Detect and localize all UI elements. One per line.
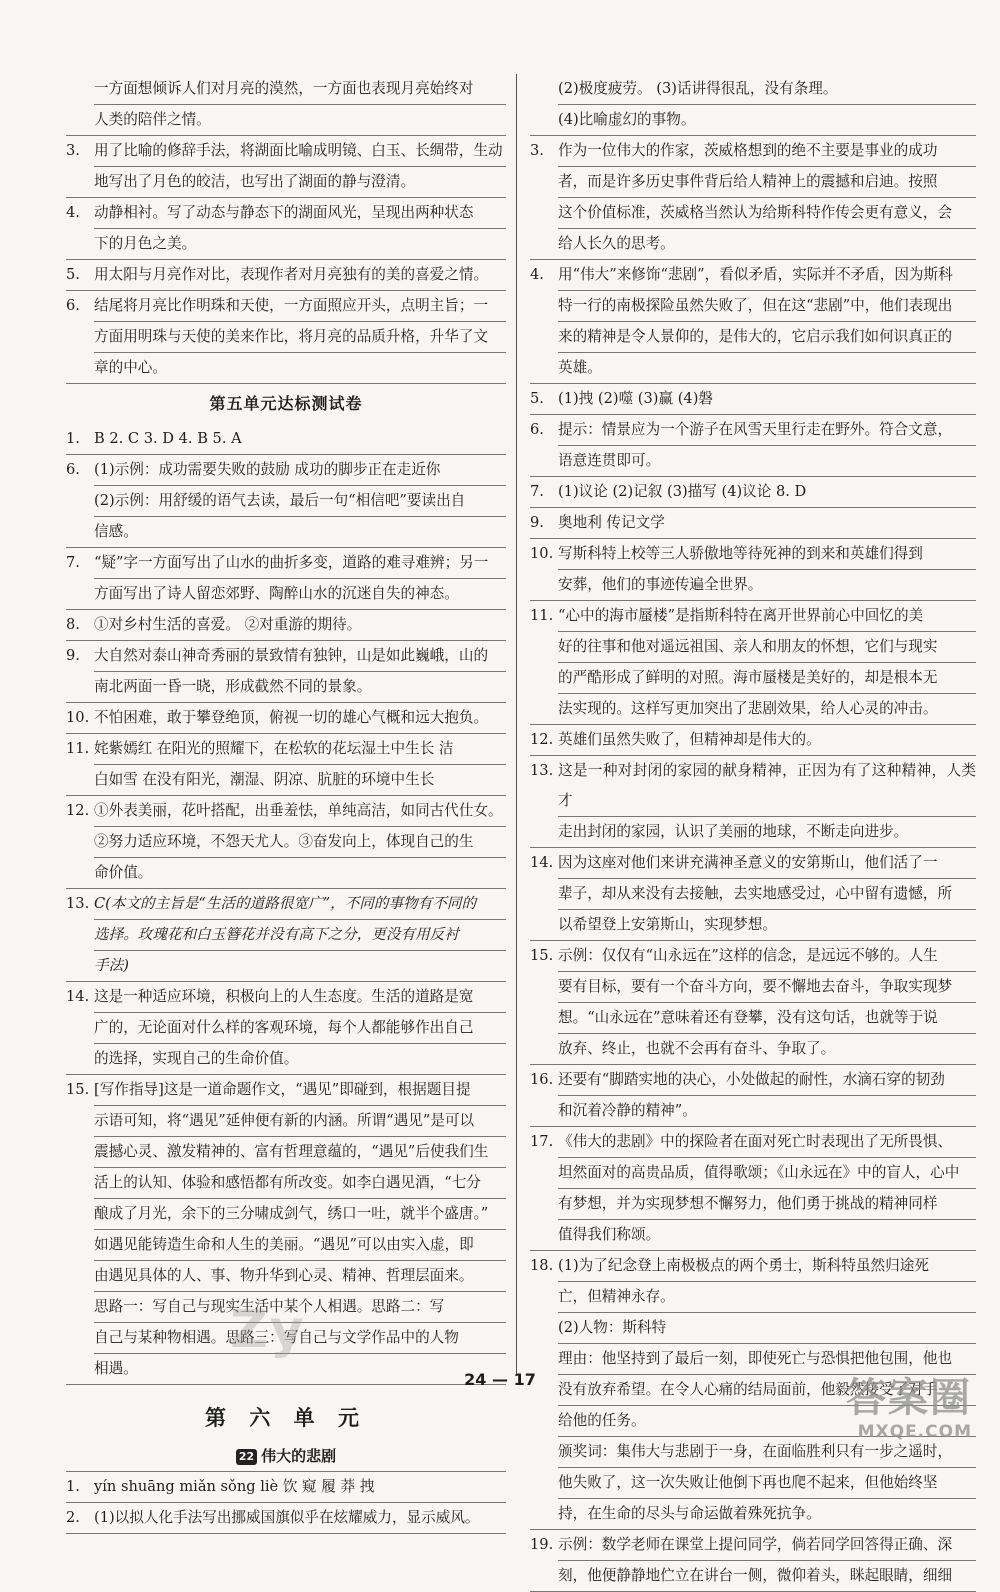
answer-text xyxy=(94,136,506,197)
answer-number: 11. xyxy=(66,740,90,757)
watermark-overlay: Zy xyxy=(230,1300,306,1360)
answer-number: 1. xyxy=(66,430,80,447)
answer-number: 5. xyxy=(530,390,544,407)
lesson-items xyxy=(66,1472,506,1534)
answer-number: 4. xyxy=(66,204,80,221)
answer-line: 信感。 xyxy=(94,523,138,540)
answer-line: 思路一：写自己与现实生活中某个人相遇。思路二：写 xyxy=(94,1292,506,1323)
watermark-logo xyxy=(822,1375,972,1451)
answer-item xyxy=(530,136,976,260)
answer-line: 示语可知，将“遇见”延伸便有新的内涵。所谓“遇见”是可以 xyxy=(94,1106,506,1137)
answer-number: 3. xyxy=(530,142,544,159)
lesson-title xyxy=(66,1441,506,1472)
answer-text xyxy=(94,291,506,383)
answer-line: (4)比喻虚幻的事物。 xyxy=(558,111,696,128)
answer-text xyxy=(94,74,506,135)
answer-line: 南北两面一昏一晓，形成截然不同的景象。 xyxy=(94,678,372,695)
answer-line: 方面写出了诗人留恋郊野、陶醉山水的沉迷自失的神态。 xyxy=(94,585,459,602)
answer-text xyxy=(94,641,506,702)
answer-line: 给他的任务。 xyxy=(558,1406,976,1437)
answer-line: (1)为了纪念登上南极极点的两个勇士，斯科特虽然归途死 xyxy=(558,1251,976,1282)
answer-text xyxy=(94,982,506,1074)
answer-line: (2)示例：用舒缓的语气去读，最后一句“相信吧”要读出自 xyxy=(94,486,506,517)
answer-line: (1)拽 (2)噬 (3)赢 (4)磐 xyxy=(558,390,713,407)
answer-line: 手法) xyxy=(94,957,129,974)
answer-line: 走出封闭的家园，认识了美丽的地球，不断走向进步。 xyxy=(558,823,909,840)
answer-line: 动静相衬。写了动态与静态下的湖面风光，呈现出两种状态 xyxy=(94,198,506,229)
watermark-line1: 答案圈 xyxy=(846,1375,972,1421)
answer-line: 震撼心灵、激发精神的、富有哲理意蕴的，“遇见”后使我们生 xyxy=(94,1137,506,1168)
answer-line: 安葬，他们的事迹传遍全世界。 xyxy=(558,576,763,593)
answer-text xyxy=(94,796,506,888)
answer-text xyxy=(558,508,976,538)
answer-line: yín shuāng miǎn sǒng liè 饮 窥 履 莽 拽 xyxy=(94,1478,375,1495)
answer-number: 10. xyxy=(530,545,554,562)
answer-line: 下的月色之美。 xyxy=(94,235,197,252)
answer-item xyxy=(66,796,506,889)
answer-item xyxy=(530,539,976,601)
answer-text xyxy=(94,1503,506,1533)
answer-number xyxy=(530,74,558,135)
answer-line: 来的精神是令人景仰的，是伟大的，它启示我们如何识真正的 xyxy=(558,322,976,353)
answer-line: 辈子，却从来没有去接触，去实地感受过，心中留有遗憾，所 xyxy=(558,879,976,910)
answer-number: 13. xyxy=(530,762,554,779)
answer-number: 6. xyxy=(530,421,544,438)
answer-text xyxy=(94,610,506,640)
answer-item xyxy=(530,725,976,756)
answer-number: 8. xyxy=(66,616,80,633)
answer-line: 用“伟大”来修饰“悲剧”，看似矛盾，实际并不矛盾，因为斯科 xyxy=(558,260,976,291)
answer-item xyxy=(66,610,506,641)
answer-line: 这是一种适应环境，积极向上的人生态度。生活的道路是宽 xyxy=(94,982,506,1013)
answer-number: 11. xyxy=(530,607,554,624)
answer-line: 结尾将月亮比作明珠和天使，一方面照应开头，点明主旨；一 xyxy=(94,291,506,322)
answer-item xyxy=(530,1530,976,1592)
answer-text xyxy=(558,384,976,414)
answer-item xyxy=(66,548,506,610)
answer-line: 亡，但精神永存。 xyxy=(558,1282,976,1313)
answer-text xyxy=(558,756,976,847)
answer-line: 白如雪 在没有阳光，潮湿、阴凉、肮脏的环境中生长 xyxy=(94,771,435,788)
answer-text xyxy=(94,1472,506,1502)
answer-line: 这是一种对封闭的家园的献身精神，正因为有了这种精神，人类才 xyxy=(558,756,976,817)
answer-line: 命价值。 xyxy=(94,864,153,881)
answer-line: 给人长久的思考。 xyxy=(558,235,675,252)
answer-line: 有梦想，并为实现梦想不懈努力，他们勇于挑战的精神同样 xyxy=(558,1189,976,1220)
answer-line: [写作指导]这是一道命题作文，“遇见”即碰到，根据题目提 xyxy=(94,1075,506,1106)
answer-line: 奥地利 传记文学 xyxy=(558,514,665,531)
answer-line: 以希望登上安第斯山，实现梦想。 xyxy=(558,916,777,933)
answer-number: 19. xyxy=(530,1536,554,1553)
answer-item xyxy=(66,424,506,455)
answer-item xyxy=(530,941,976,1065)
answer-line: 他失败了，这一次失败让他倒下再也爬不起来，但他始终坚 xyxy=(558,1468,976,1499)
answer-item xyxy=(66,1472,506,1503)
answer-line: 理由：他坚持到了最后一刻，即使死亡与恐惧把他包围，他也 xyxy=(558,1344,976,1375)
answer-line: 想。“山永远在”意味着还有登攀，没有这句话，也就等于说 xyxy=(558,1003,976,1034)
answer-line: 要有目标，要有一个奋斗方向，要不懈地去奋斗，争取实现梦 xyxy=(558,972,976,1003)
section-title: 第五单元达标测试卷 xyxy=(209,394,363,413)
answer-line: 作为一位伟大的作家，茨威格想到的绝不主要是事业的成功 xyxy=(558,136,976,167)
answer-item xyxy=(530,74,976,136)
answer-text xyxy=(558,1530,976,1591)
answer-item xyxy=(530,1127,976,1251)
answer-line: “心中的海市蜃楼”是指斯科特在离开世界前心中回忆的美 xyxy=(558,601,976,632)
answer-line: 持，在生命的尽头与命运做着殊死抗争。 xyxy=(558,1505,821,1522)
answer-item xyxy=(530,384,976,415)
answer-text xyxy=(94,455,506,547)
answer-text xyxy=(94,703,506,733)
answer-line: 这个价值标准，茨威格当然认为给斯科特作传会更有意义，会 xyxy=(558,198,976,229)
answer-item xyxy=(530,848,976,941)
answer-item xyxy=(66,455,506,548)
answer-line: 示例：数学老师在课堂上提问同学，倘若同学回答得正确、深 xyxy=(558,1530,976,1561)
column-divider xyxy=(516,74,517,1374)
answer-number xyxy=(66,74,94,135)
answer-line: 英雄们虽然失败了，但精神却是伟大的。 xyxy=(558,731,821,748)
answer-number: 1. xyxy=(66,1478,80,1495)
answer-item xyxy=(66,982,506,1075)
answer-item xyxy=(66,291,506,384)
answer-text xyxy=(94,889,506,981)
answer-line: 自己与某种物相遇。思路三：写自己与文学作品中的人物 xyxy=(94,1323,506,1354)
answer-line: (1)议论 (2)记叙 (3)描写 (4)议论 8. D xyxy=(558,483,807,500)
answer-text xyxy=(558,848,976,940)
answer-item xyxy=(530,756,976,848)
answer-line: (2)极度疲劳。 (3)话讲得很乱，没有条理。 xyxy=(558,74,976,105)
answer-text xyxy=(558,539,976,600)
answer-number: 15. xyxy=(66,1081,90,1098)
answer-line: 由遇见具体的人、事、物升华到心灵、精神、哲理层面来。 xyxy=(94,1261,506,1292)
answer-number: 10. xyxy=(66,709,90,726)
lesson-title-text: 伟大的悲剧 xyxy=(261,1447,337,1465)
answer-line: 刻，他便静静地伫立在讲台一侧，微仰着头，眯起眼睛，细细 xyxy=(558,1567,953,1584)
answer-text xyxy=(94,548,506,609)
answer-item xyxy=(530,415,976,477)
answer-number: 15. xyxy=(530,947,554,964)
answer-line: “疑”字一方面写出了山水的曲折多变，道路的难寻难辨；另一 xyxy=(94,548,506,579)
answer-item xyxy=(66,136,506,198)
unit-title: 第 六 单 元 xyxy=(205,1406,367,1430)
answer-line: 地写出了月色的皎洁，也写出了湖面的静与澄清。 xyxy=(94,173,416,190)
answer-line: 的选择，实现自己的生命价值。 xyxy=(94,1050,299,1067)
answer-line: 选择。玫瑰花和白玉簪花并没有高下之分，更没有用反衬 xyxy=(94,920,506,951)
answer-line: 颁奖词：集伟大与悲剧于一身，在面临胜利只有一步之遥时， xyxy=(558,1437,976,1468)
answer-text xyxy=(558,136,976,259)
answer-line: 《伟大的悲剧》中的探险者在面对死亡时表现出了无所畏惧、 xyxy=(558,1127,976,1158)
answer-line: 因为这座对他们来讲充满神圣意义的安第斯山，他们活了一 xyxy=(558,848,976,879)
answer-item xyxy=(530,260,976,384)
answer-line: C(本文的主旨是“生活的道路很宽广”，不同的事物有不同的 xyxy=(94,889,506,920)
answer-item xyxy=(530,477,976,508)
answer-number: 14. xyxy=(66,988,90,1005)
answer-line: ②努力适应环境，不怨天尤人。③奋发向上，体现自己的生 xyxy=(94,827,506,858)
answer-line: 用了比喻的修辞手法，将湖面比喻成明镜、白玉、长绸带，生动 xyxy=(94,136,506,167)
answer-line: 如遇见能铸造生命和人生的美丽。“遇见”可以由实入虚，即 xyxy=(94,1230,506,1261)
answer-number: 5. xyxy=(66,266,80,283)
answer-number: 14. xyxy=(530,854,554,871)
answer-number: 7. xyxy=(530,483,544,500)
answer-line: 语意连贯即可。 xyxy=(558,452,661,469)
answer-text xyxy=(558,601,976,724)
test-items xyxy=(66,424,506,1385)
answer-line: 活上的认知、体验和感悟都有所改变。如李白遇见酒，“七分 xyxy=(94,1168,506,1199)
answer-text xyxy=(94,734,506,795)
answer-text xyxy=(558,415,976,476)
answer-line: 相遇。 xyxy=(94,1360,138,1377)
answer-number: 12. xyxy=(66,802,90,819)
answer-number: 9. xyxy=(530,514,544,531)
answer-item xyxy=(66,198,506,260)
answer-line: (1)以拟人化手法写出挪威国旗似乎在炫耀威力，显示威风。 xyxy=(94,1509,480,1526)
answer-line: 还要有“脚踏实地的决心，小处做起的耐性，水滴石穿的韧劲 xyxy=(558,1065,976,1096)
answer-line: B 2. C 3. D 4. B 5. A xyxy=(94,430,242,447)
answer-number: 2. xyxy=(66,1509,80,1526)
answer-line: 提示：情景应为一个游子在风雪天里行走在野外。符合文意， xyxy=(558,415,976,446)
answer-line: 人类的陪伴之情。 xyxy=(94,111,211,128)
answer-text xyxy=(558,1065,976,1126)
answer-line: 酿成了月光，余下的三分啸成剑气，绣口一吐，就半个盛唐。” xyxy=(94,1199,506,1230)
watermark-line2: MXQE.COM xyxy=(857,1422,972,1442)
right-column xyxy=(530,74,976,1592)
answer-text xyxy=(558,260,976,383)
answer-number: 6. xyxy=(66,461,80,478)
answer-number: 4. xyxy=(530,266,544,283)
answer-line: ①对乡村生活的喜爱。 ②对重游的期待。 xyxy=(94,616,362,633)
answer-text xyxy=(94,424,506,454)
answer-line: 示例：仅仅有“山永远在”这样的信念，是远远不够的。人生 xyxy=(558,941,976,972)
answer-text xyxy=(558,477,976,507)
answer-line: (2)人物：斯科特 xyxy=(558,1313,976,1344)
answer-number: 3. xyxy=(66,142,80,159)
answer-item xyxy=(530,601,976,725)
answer-item xyxy=(530,1065,976,1127)
answer-item xyxy=(66,74,506,136)
answer-line: 写斯科特上校等三人骄傲地等待死神的到来和英雄们得到 xyxy=(558,539,976,570)
answer-line: 没有放弃希望。在令人心痛的结局面前，他毅然接受了对手 xyxy=(558,1375,976,1406)
answer-line: 者，而是许多历史事件背后给人精神上的震撼和启迪。按照 xyxy=(558,167,976,198)
answer-item xyxy=(66,889,506,982)
answer-text xyxy=(558,725,976,755)
answer-line: 的严酷形成了鲜明的对照。海市蜃楼是美好的，却是根本无 xyxy=(558,663,976,694)
right-items xyxy=(530,74,976,1592)
answer-number: 12. xyxy=(530,731,554,748)
answer-item xyxy=(66,641,506,703)
answer-line: 和沉着冷静的精神”。 xyxy=(558,1102,697,1119)
answer-item xyxy=(66,1503,506,1534)
lesson-number-badge: 22 xyxy=(236,1449,257,1465)
answer-text xyxy=(558,74,976,135)
answer-item xyxy=(66,260,506,291)
answer-text xyxy=(558,1127,976,1250)
answer-line: 大自然对泰山神奇秀丽的景致情有独钟，山是如此巍峨，山的 xyxy=(94,641,506,672)
answer-number: 17. xyxy=(530,1133,554,1150)
answer-number: 13. xyxy=(66,895,90,912)
answer-item xyxy=(66,703,506,734)
answer-line: 用太阳与月亮作对比，表现作者对月亮独有的美的喜爱之情。 xyxy=(94,266,489,283)
answer-item xyxy=(66,734,506,796)
answer-line: 法实现的。这样写更加突出了悲剧效果，给人心灵的冲击。 xyxy=(558,700,938,717)
answer-number: 7. xyxy=(66,554,80,571)
answer-line: 放弃、终止，也就不会再有奋斗、争取了。 xyxy=(558,1040,836,1057)
left-top-items xyxy=(66,74,506,384)
answer-line: 不怕困难，敢于攀登绝顶，俯视一切的雄心气概和远大抱负。 xyxy=(94,709,489,726)
answer-text xyxy=(94,198,506,259)
answer-line: 值得我们称颂。 xyxy=(558,1226,661,1243)
answer-number: 16. xyxy=(530,1071,554,1088)
answer-line: 一方面想倾诉人们对月亮的漠然，一方面也表现月亮始终对 xyxy=(94,74,506,105)
answer-line: 广的，无论面对什么样的客观环境，每个人都能够作出自己 xyxy=(94,1013,506,1044)
answer-item xyxy=(530,508,976,539)
answer-line: 章的中心。 xyxy=(94,359,167,376)
answer-number: 6. xyxy=(66,297,80,314)
answer-line: 姹紫嫣红 在阳光的照耀下，在松软的花坛湿土中生长 洁 xyxy=(94,734,506,765)
answer-line: 英雄。 xyxy=(558,359,602,376)
answer-line: 好的往事和他对遥远祖国、亲人和朋友的怀想，它们与现实 xyxy=(558,632,976,663)
answer-text xyxy=(558,941,976,1064)
answer-line: 坦然面对的高贵品质，值得歌颂；《山永远在》中的盲人，心中 xyxy=(558,1158,976,1189)
answer-line: (1)示例：成功需要失败的鼓励 成功的脚步正在走近你 xyxy=(94,455,506,486)
answer-line: 特一行的南极探险虽然失败了，但在这“悲剧”中，他们表现出 xyxy=(558,291,976,322)
answer-number: 18. xyxy=(530,1257,554,1274)
answer-line: 方面用明珠与天使的美来作比，将月亮的品质升格，升华了文 xyxy=(94,322,506,353)
answer-text xyxy=(94,260,506,290)
page-number: 24 — 17 xyxy=(464,1370,536,1389)
answer-number: 9. xyxy=(66,647,80,664)
answer-line: ①外表美丽，花叶搭配，出垂羞怯，单纯高洁，如同古代仕女。 xyxy=(94,796,506,827)
